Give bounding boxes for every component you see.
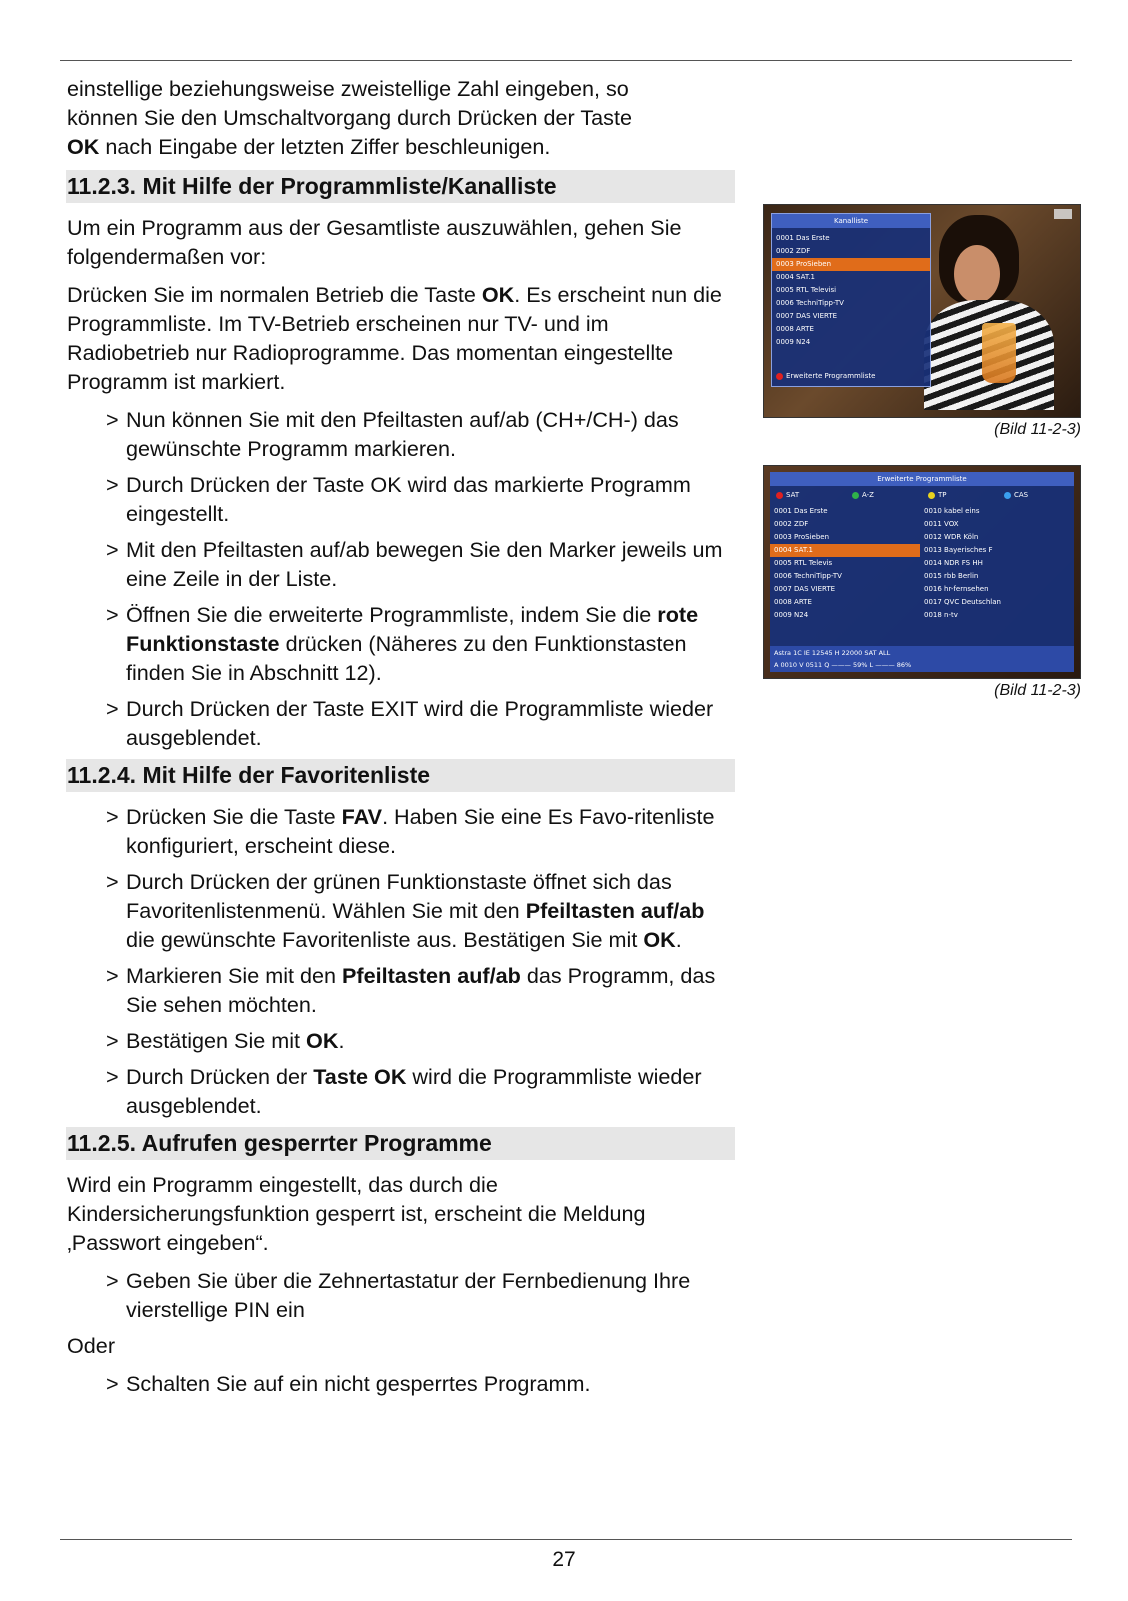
tv-screenshot	[763, 465, 1081, 679]
osd-title: Erweiterte Programmliste	[770, 472, 1074, 486]
blue-button-icon	[1004, 492, 1011, 499]
list-item: > Durch Drücken der Taste OK wird die Programmliste wieder ausgeblendet.	[106, 1064, 702, 1118]
intro-line-1: einstellige beziehungsweise zweistellige Zahl eingeben, so	[67, 76, 629, 101]
main-column	[67, 74, 735, 1405]
tab-a-z: A-Z	[846, 488, 922, 502]
osd-channel-row[interactable]: 0003 ProSieben	[772, 258, 930, 271]
osd-channel-row[interactable]: 0007 DAS VIERTE	[776, 312, 838, 320]
oder-text: Oder	[67, 1333, 116, 1358]
osd-channel-row[interactable]: 0001 Das Erste	[774, 507, 828, 515]
osd-channel-row[interactable]: 0009 N24	[774, 611, 809, 619]
figure-caption: (Bild 11-2-3)	[994, 682, 1081, 699]
list-item: > Durch Drücken der grünen Funktionstaste öffnet sich das Favoritenlistenmenü. Wählen Sie mit den Pfeiltasten auf/ab die gewünschte Favoritenliste aus. Bestätigen Sie mit OK.	[106, 869, 705, 952]
osd-channel-row[interactable]: 0015 rbb Berlin	[924, 572, 979, 580]
top-rule	[60, 60, 1072, 61]
para-locked-program: Wird ein Programm eingestellt, das durch die Kindersicherungsfunktion gesperrt ist, erscheint die Meldung ‚Passwort eingeben“.	[67, 1172, 646, 1255]
osd-channel-row[interactable]: 0005 RTL Televis	[774, 559, 833, 567]
heading-11-2-3: 11.2.3. Mit Hilfe der Programmliste/Kanalliste	[66, 170, 735, 203]
figure-extended-list	[763, 465, 1081, 701]
intro-line-2: können Sie den Umschaltvorgang durch Drücken der Taste	[67, 105, 632, 130]
list-item: > Nun können Sie mit den Pfeiltasten auf/ab (CH+/CH-) das gewünschte Programm markieren.	[106, 407, 679, 461]
status-line-1: Astra 1C IE 12545 H 22000 SAT ALL	[774, 649, 891, 657]
osd-status	[770, 646, 1074, 672]
osd-channel-row[interactable]: 0014 NDR FS HH	[924, 559, 983, 567]
figure-caption: (Bild 11-2-3)	[994, 421, 1081, 438]
osd-channel-row[interactable]: 0002 ZDF	[776, 247, 811, 255]
osd-channel-row[interactable]: 0006 TechniTipp-TV	[774, 572, 842, 580]
osd-tabs	[770, 488, 1074, 502]
osd-footer: Erweiterte Programmliste	[772, 370, 934, 382]
red-button-icon	[776, 492, 783, 499]
osd-channel-row[interactable]: 0001 Das Erste	[776, 234, 830, 242]
bottom-rule	[60, 1539, 1072, 1540]
osd-channel-row[interactable]: 0011 VOX	[924, 520, 959, 528]
osd-channel-row[interactable]: 0013 Bayerisches F	[924, 546, 993, 554]
list-item: > Durch Drücken der Taste EXIT wird die Programmliste wieder ausgeblendet.	[106, 696, 714, 750]
tab-cas: CAS	[998, 488, 1074, 502]
osd-channel-row[interactable]: 0004 SAT.1	[770, 544, 920, 557]
intro-line-3: nach Eingabe der letzten Ziffer beschleunigen.	[99, 134, 551, 159]
figure-channel-list	[763, 204, 1081, 440]
face-icon	[954, 245, 1000, 303]
osd-channel-row[interactable]: 0016 hr-fernsehen	[924, 585, 989, 593]
list-item: > Mit den Pfeiltasten auf/ab bewegen Sie den Marker jeweils um eine Zeile in der Liste.	[106, 537, 723, 591]
heading-11-2-5: 11.2.5. Aufrufen gesperrter Programme	[66, 1127, 735, 1160]
channel-logo-icon	[1054, 209, 1072, 219]
list-item: > Drücken Sie die Taste FAV. Haben Sie eine Es Favo-ritenliste konfiguriert, erscheint diese.	[106, 804, 715, 858]
list-item: > Schalten Sie auf ein nicht gesperrtes Programm.	[106, 1371, 591, 1396]
para-select-program: Um ein Programm aus der Gesamtliste auszuwählen, gehen Sie folgendermaßen vor:	[67, 215, 682, 269]
osd-channel-row[interactable]: 0008 ARTE	[774, 598, 812, 606]
green-button-icon	[852, 492, 859, 499]
osd-channel-row[interactable]: 0006 TechniTipp-TV	[776, 299, 844, 307]
list-item: > Geben Sie über die Zehnertastatur der Fernbedienung Ihre vierstellige PIN ein	[106, 1268, 691, 1322]
osd-right-column	[920, 505, 1070, 622]
osd-extended-list	[770, 472, 1074, 672]
osd-title: Kanalliste	[772, 214, 930, 228]
list-item: > Markieren Sie mit den Pfeiltasten auf/ab das Programm, das Sie sehen möchten.	[106, 963, 716, 1017]
osd-channel-rows	[772, 232, 930, 349]
osd-left-column	[770, 505, 920, 622]
osd-channel-row[interactable]: 0017 QVC Deutschlan	[924, 598, 1001, 606]
para-press-ok: Drücken Sie im normalen Betrieb die Taste OK. Es erscheint nun die Programmliste. Im TV-Betrieb erscheinen nur TV- und im Radiobetrieb nur Radioprogramme. Das momentan eingestellte Programm ist markiert.	[67, 282, 722, 394]
list-item: > Durch Drücken der Taste OK wird das markierte Programm eingestellt.	[106, 472, 691, 526]
osd-channel-row[interactable]: 0007 DAS VIERTE	[774, 585, 836, 593]
cocktail-glass-icon	[982, 323, 1016, 383]
status-line-2: A 0010 V 0511 Q ——— 59% L ——— 86%	[774, 661, 912, 669]
heading-11-2-4: 11.2.4. Mit Hilfe der Favoritenliste	[66, 759, 735, 792]
osd-channel-row[interactable]: 0005 RTL Televisi	[776, 286, 837, 294]
osd-channel-row[interactable]: 0018 n-tv	[924, 611, 958, 619]
tab-tp: TP	[922, 488, 998, 502]
osd-channel-list	[771, 213, 931, 387]
red-button-icon	[776, 373, 783, 380]
list-item: > Bestätigen Sie mit OK.	[106, 1028, 345, 1053]
osd-channel-row[interactable]: 0004 SAT.1	[776, 273, 815, 281]
intro-paragraph	[67, 74, 735, 161]
osd-channel-row[interactable]: 0012 WDR Köln	[924, 533, 979, 541]
osd-columns	[770, 505, 1074, 622]
osd-channel-row[interactable]: 0010 kabel eins	[924, 507, 980, 515]
osd-channel-row[interactable]: 0008 ARTE	[776, 325, 814, 333]
osd-channel-row[interactable]: 0003 ProSieben	[774, 533, 830, 541]
osd-channel-row[interactable]: 0002 ZDF	[774, 520, 809, 528]
intro-bold-ok: OK	[67, 134, 100, 159]
tv-screenshot	[763, 204, 1081, 418]
yellow-button-icon	[928, 492, 935, 499]
page-number: 27	[552, 1548, 576, 1571]
tab-sat: SAT	[770, 488, 846, 502]
osd-channel-row[interactable]: 0009 N24	[776, 338, 811, 346]
list-item: > Öffnen Sie die erweiterte Programmliste, indem Sie die rote Funktionstaste drücken (Näheres zu den Funktionstasten finden Sie in Abschnitt 12).	[106, 602, 699, 685]
